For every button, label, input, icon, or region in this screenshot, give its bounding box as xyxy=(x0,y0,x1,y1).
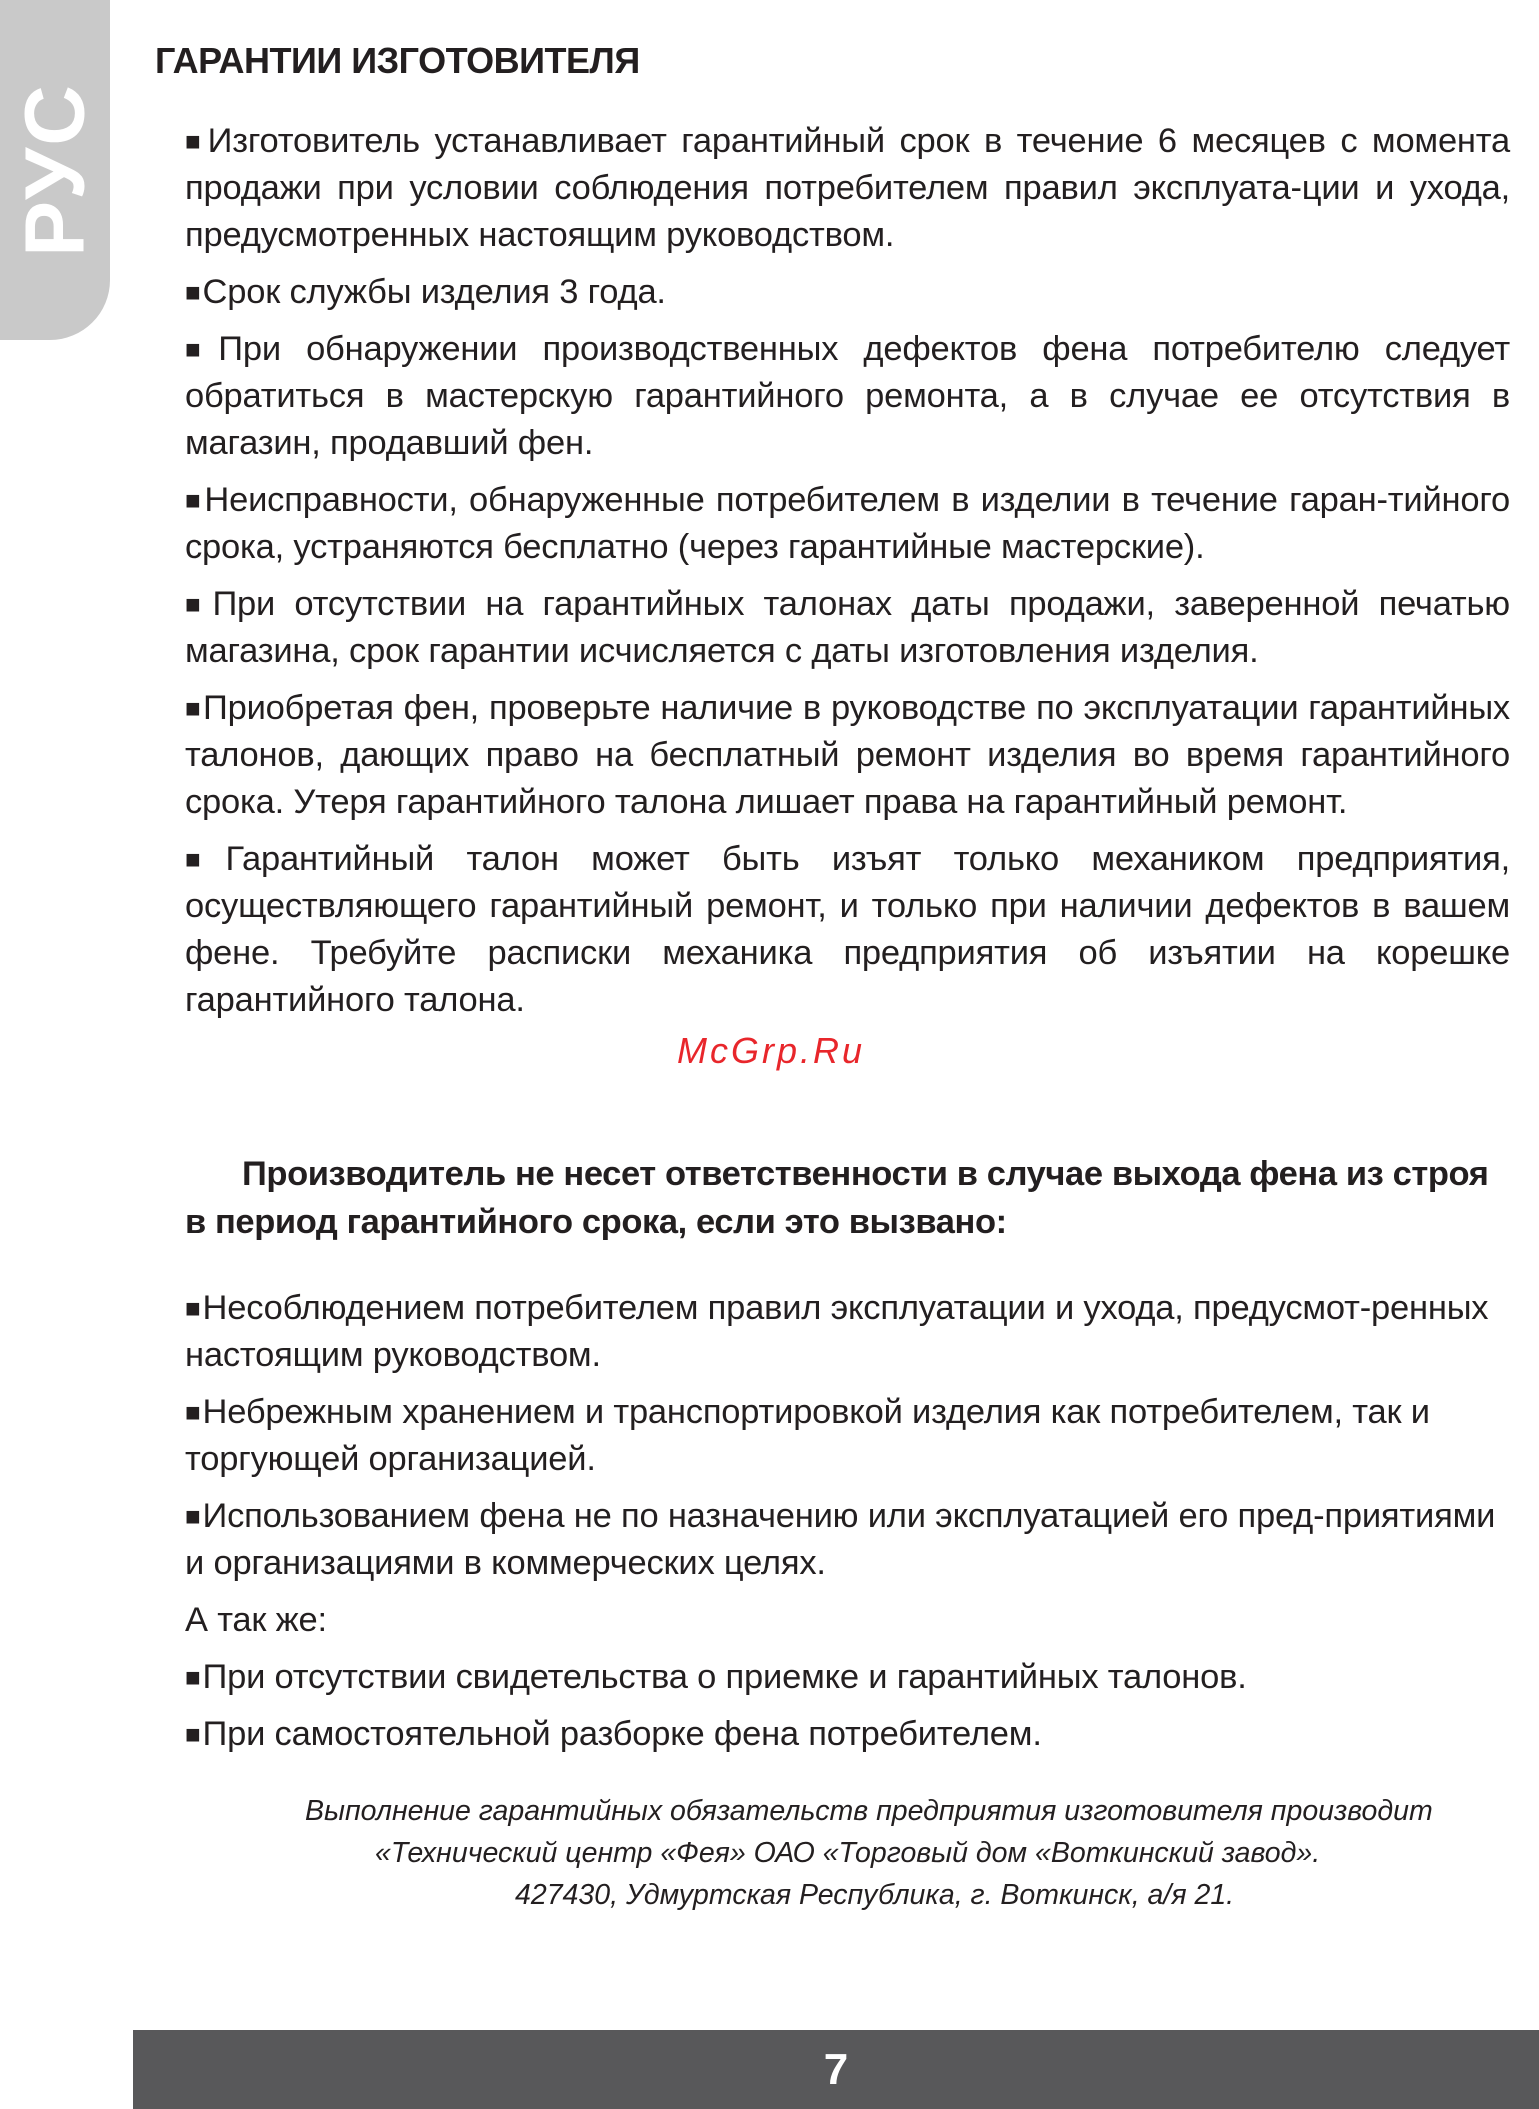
list-item: ■Изготовитель устанавливает гарантийный срок в течение 6 месяцев с момента продажи при условии соблюдения потребителем правил эксплуата-ции и ухода, предусмотренных настоящим руководством. xyxy=(185,122,1510,254)
service-center-note xyxy=(185,1790,1510,1916)
liability-note: Производитель не несет ответственности в случае выхода фена из строя в период гарантийного срока, если это вызвано: xyxy=(185,1155,1489,1241)
list-item: ■Несоблюдением потребителем правил эксплуатации и ухода, предусмот-ренных настоящим руководством. xyxy=(185,1289,1489,1374)
liability-list xyxy=(185,1285,1510,1768)
footer-line: 427430, Удмуртская Республика, г. Воткинск, а/я 21. xyxy=(515,1879,1235,1911)
list-item: ■Неисправности, обнаруженные потребителем в изделии в течение гаран-тийного срока, устраняются бесплатно (через гарантийные мастерские). xyxy=(185,481,1510,566)
language-tab xyxy=(0,0,110,340)
page-footer-bar xyxy=(133,2030,1539,2109)
watermark: McGrp.Ru xyxy=(677,1030,866,1071)
footer-line: Выполнение гарантийных обязательств предприятия изготовителя производит xyxy=(305,1795,1433,1827)
list-item: ■При отсутствии свидетельства о приемке и гарантийных талонов. xyxy=(185,1658,1247,1696)
list-item: ■Небрежным хранением и транспортировкой изделия как потребителем, так и торгующей организацией. xyxy=(185,1393,1430,1478)
list-item: ■Приобретая фен, проверьте наличие в руководстве по эксплуатации гарантийных талонов, дающих право на бесплатный ремонт изделия во время гарантийного срока. Утеря гарантийного талона лишает права на гарантийный ремонт. xyxy=(185,689,1510,821)
list-item: ■При обнаружении производственных дефектов фена потребителю следует обратиться в мастерскую гарантийного ремонта, а в случае ее отсутствия в магазин, продавший фен. xyxy=(185,330,1510,462)
list-item: ■Использованием фена не по назначению или эксплуатацией его пред-приятиями и организациями в коммерческих целях. xyxy=(185,1497,1496,1582)
footer-line: «Технический центр «Фея» ОАО «Торговый дом «Воткинский завод». xyxy=(375,1837,1321,1869)
list-item: ■Срок службы изделия 3 года. xyxy=(185,273,666,311)
also-label: А так же: xyxy=(185,1601,327,1639)
list-item: ■Гарантийный талон может быть изъят только механиком предприятия, осуществляющего гарантийный ремонт, и только при наличии дефектов в вашем фене. Требуйте расписки механика предприятия об изъятии на корешке гарантийного талона. xyxy=(185,840,1510,1019)
page-title: ГАРАНТИИ ИЗГОТОВИТЕЛЯ xyxy=(155,40,640,81)
list-item: ■При самостоятельной разборке фена потребителем. xyxy=(185,1715,1042,1753)
warranty-list xyxy=(185,118,1510,1034)
page-number: 7 xyxy=(823,2045,849,2094)
language-label: РУС xyxy=(7,83,102,257)
list-item: ■При отсутствии на гарантийных талонах даты продажи, заверенной печатью магазина, срок гарантии исчисляется с даты изготовления изделия. xyxy=(185,585,1510,670)
